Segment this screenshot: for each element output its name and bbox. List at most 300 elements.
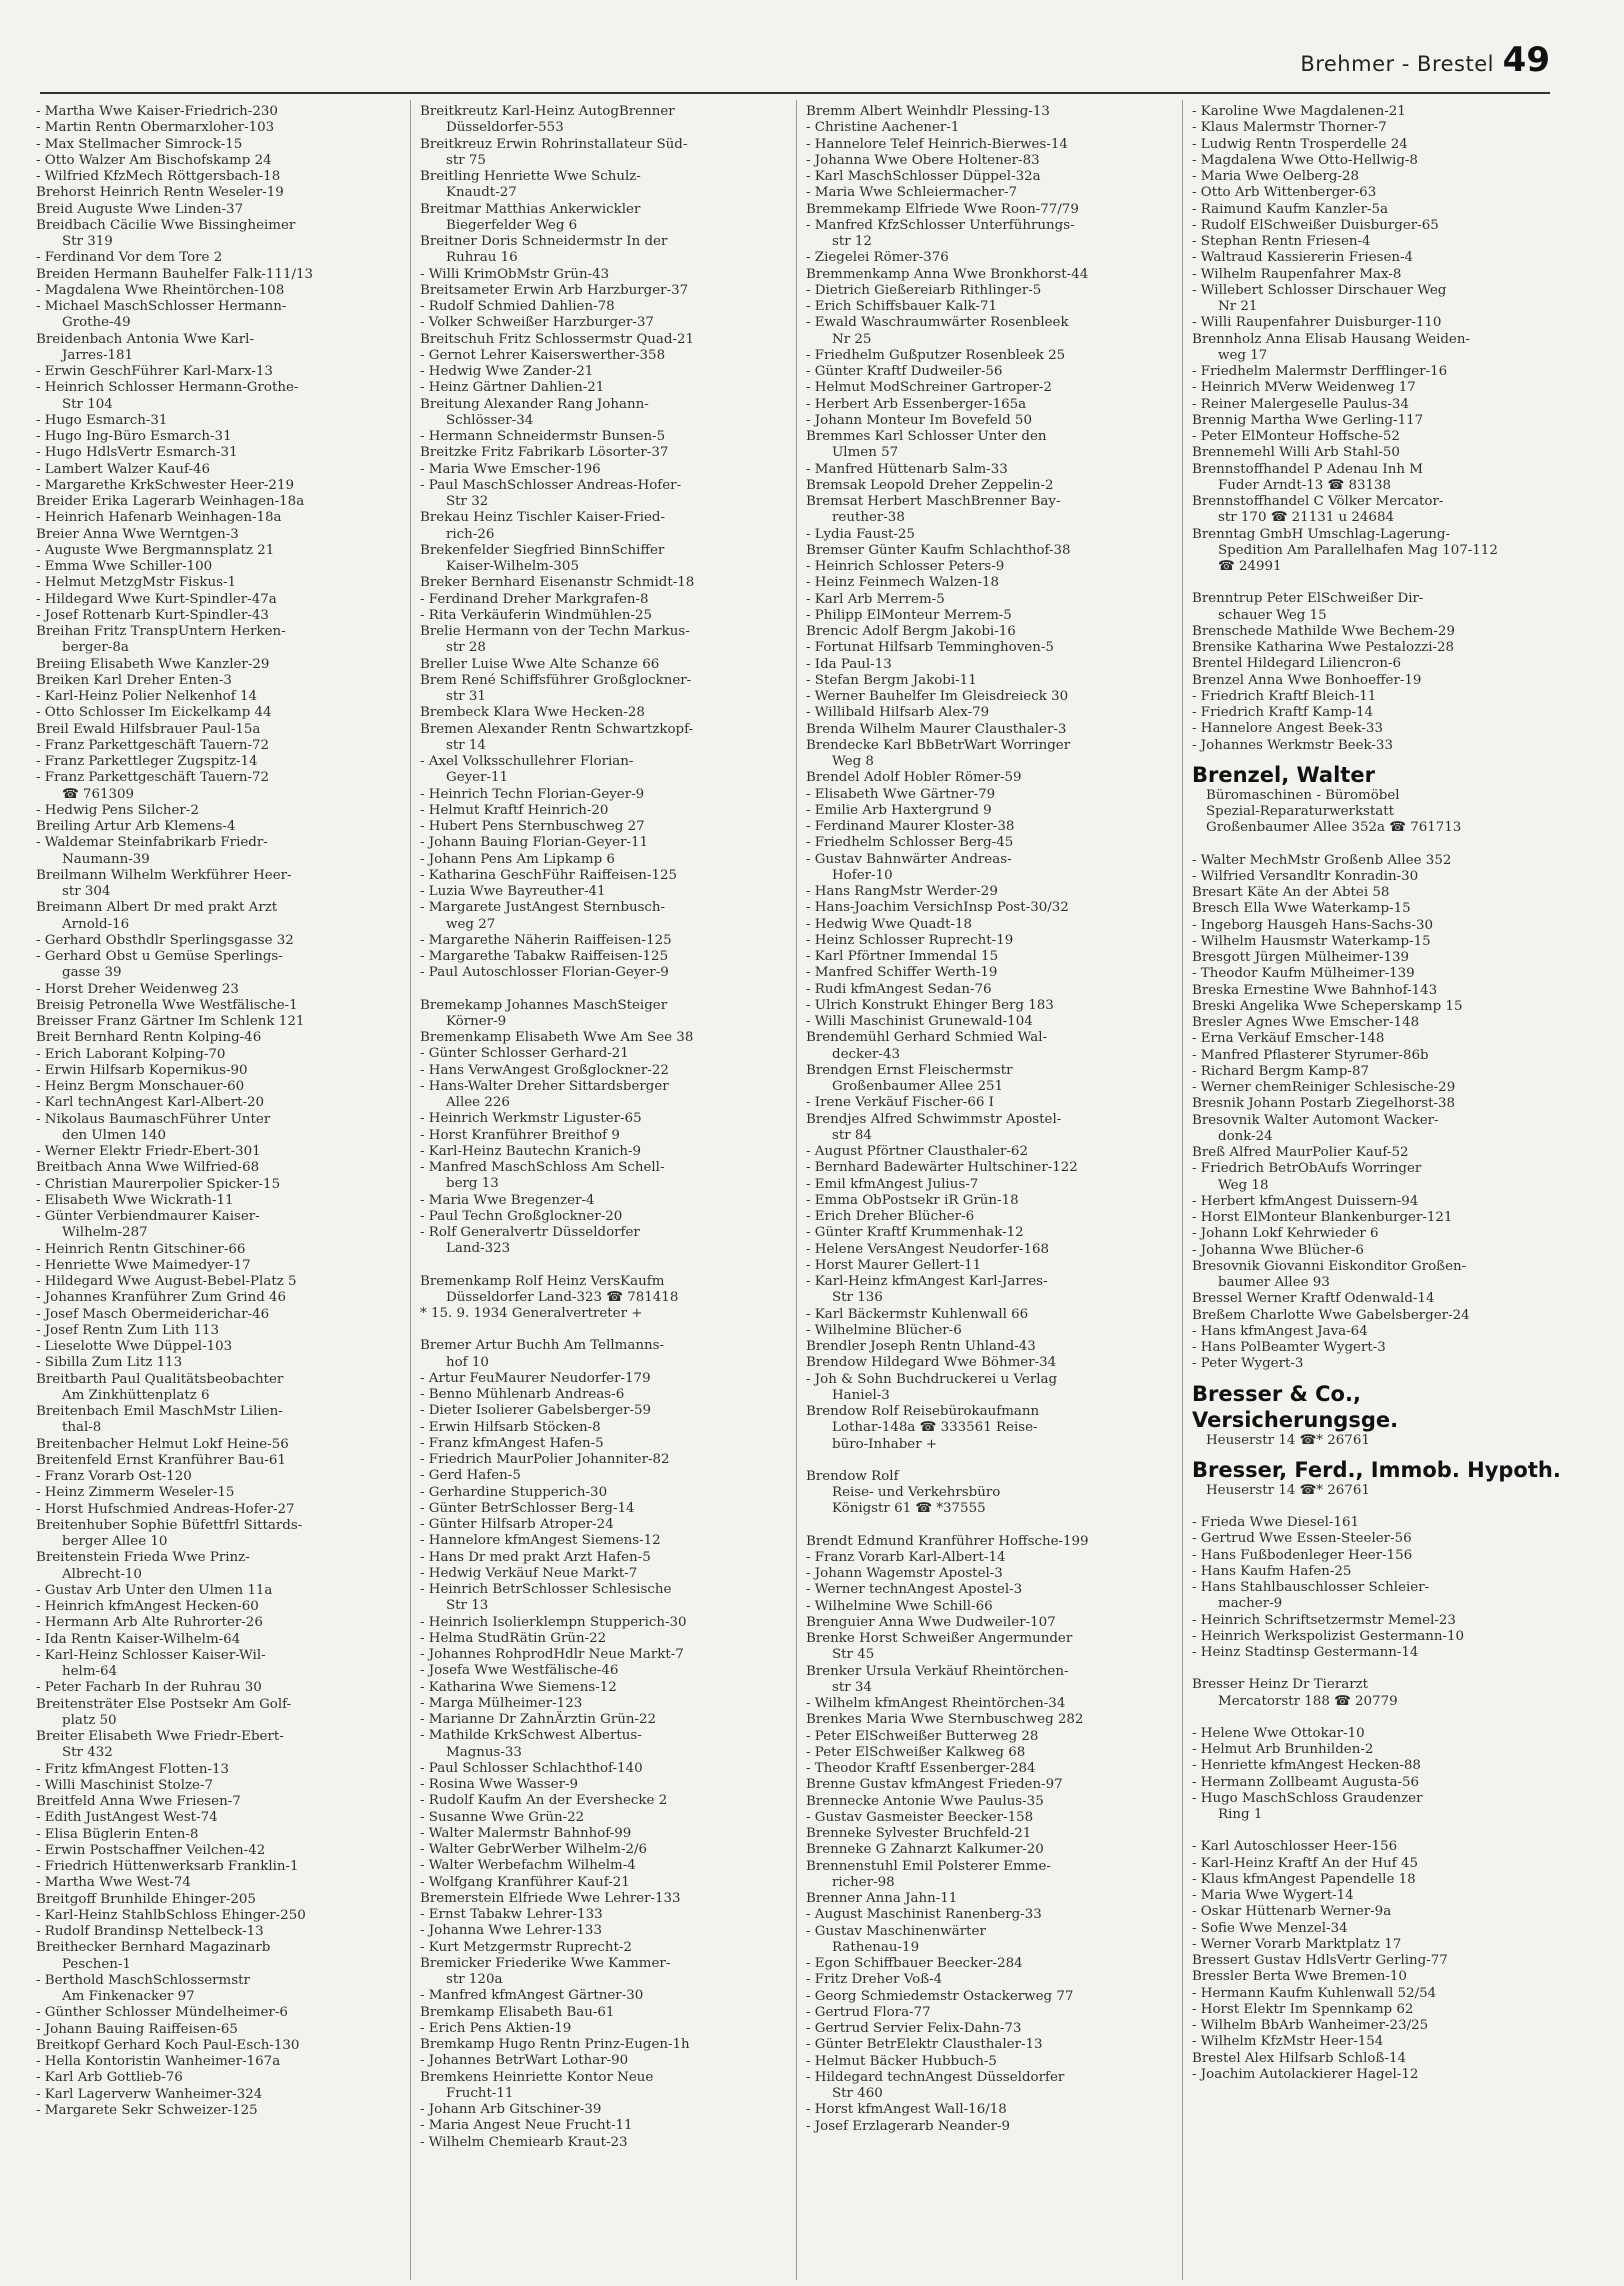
entry-text: - Josef Erzlagerarb Neander-9 [806, 2118, 1011, 2134]
directory-entry [36, 1778, 406, 1794]
entry-text: - Horst Kranführer Breithof 9 [420, 1127, 620, 1143]
directory-entry [1192, 934, 1562, 950]
directory-entry [420, 722, 790, 755]
directory-entry [1192, 153, 1562, 169]
directory-entry [1192, 820, 1562, 836]
entry-text: - Dieter Isolierer Gabelsberger-59 [420, 1403, 652, 1419]
entry-text: Brennecke Antonie Wwe Paulus-35 [806, 1793, 1044, 1809]
directory-entry [36, 559, 406, 575]
entry-text: - Paul Autoschlosser Florian-Geyer-9 [420, 965, 669, 981]
directory-entry [36, 202, 406, 218]
entry-text: - Manfred KfzSchlosser Unterführungs- [806, 217, 1075, 233]
directory-entry [806, 852, 1176, 885]
entry-text: - Wilfried Versandltr Konradin-30 [1192, 868, 1419, 884]
entry-text: - Margarethe Tabakw Raiffeisen-125 [420, 949, 669, 964]
entry-continuation: Knaudt-27 [446, 185, 517, 201]
entry-text: - Heinrich Isolierklempn Stupperich-30 [420, 1614, 687, 1630]
entry-text: - Hubert Pens Sternbuschweg 27 [420, 819, 645, 834]
entry-text: - Johann Bauing Raiffeisen-65 [36, 2021, 238, 2037]
directory-entry [36, 218, 406, 251]
directory-entry [36, 1875, 406, 1891]
directory-entry [420, 283, 790, 299]
entry-text: Breitung Alexander Rang Johann- [420, 396, 649, 412]
directory-entry [1192, 689, 1562, 705]
directory-entry [36, 283, 406, 299]
entry-text: Bremekamp Johannes MaschSteiger [420, 997, 668, 1013]
entry-text: - Walter GebrWerber Wilhelm-2/6 [420, 1842, 648, 1857]
entry-text: - Ernst Tabakw Lehrer-133 [420, 1907, 603, 1922]
entry-text: - Johannes BetrWart Lothar-90 [420, 2053, 629, 2069]
entry-text: - Hermann Zollbeamt Augusta-56 [1192, 1774, 1420, 1790]
directory-entry [1192, 315, 1562, 331]
entry-text: - Helmut Bäcker Hubbuch-5 [806, 2053, 997, 2069]
directory-entry [806, 137, 1176, 153]
entry-text: - Gustav Maschinenwärter [806, 1923, 986, 1939]
entry-text: - Rudi kfmAngest Sedan-76 [806, 981, 992, 997]
directory-entry [1192, 1080, 1562, 1096]
directory-entry [806, 559, 1176, 575]
directory-entry [36, 1079, 406, 1095]
entry-text: - Rudolf Brandinsp Nettelbeck-13 [36, 1924, 264, 1939]
entry-text: - Johann Pens Am Lipkamp 6 [420, 851, 615, 867]
directory-entry [1192, 1531, 1562, 1547]
entry-text: Breitenstein Frieda Wwe Prinz- [36, 1550, 250, 1566]
entry-continuation: richer-98 [832, 1874, 895, 1890]
entry-text: - Hildegard Wwe August-Bebel-Platz 5 [36, 1274, 297, 1289]
directory-entry [1192, 510, 1562, 526]
directory-entry [806, 1437, 1176, 1453]
entry-text: - Franz Parkettleger Zugspitz-14 [36, 754, 258, 769]
entry-continuation: Str 432 [62, 1745, 113, 1761]
entry-continuation: Reise- und Verkehrsbüro [832, 1485, 1001, 1500]
directory-entry [806, 933, 1176, 949]
entry-text: Brendt Edmund Kranführer Hoffsche-199 [806, 1533, 1089, 1549]
entry-text: - Bernhard Badewärter Hultschiner-122 [806, 1160, 1078, 1176]
directory-entry [420, 1046, 790, 1062]
entry-text: Breid Auguste Wwe Linden-37 [36, 201, 244, 217]
entry-text: - Walter Werbefachm Wilhelm-4 [420, 1858, 636, 1874]
entry-continuation: decker-43 [832, 1046, 900, 1062]
entry-text: Bressler Berta Wwe Bremen-10 [1192, 1969, 1407, 1985]
directory-entry [420, 1550, 790, 1566]
entry-text: - Hugo Ing-Büro Esmarch-31 [36, 429, 232, 444]
directory-entry [806, 2054, 1176, 2070]
entry-text: Breisig Petronella Wwe Westfälische-1 [36, 997, 298, 1013]
entry-text: - Manfred Schiffer Werth-19 [806, 965, 998, 981]
directory-entry [806, 1842, 1176, 1858]
directory-entry [1192, 918, 1562, 934]
entry-text: - Franz Parkettgeschäft Tauern-72 [36, 770, 270, 786]
entry-text: - Rudolf Schmied Dahlien-78 [420, 299, 615, 314]
entry-text: - Maria Angest Neue Frucht-11 [420, 2118, 633, 2134]
entry-text: - Hedwig Wwe Zander-21 [420, 364, 594, 379]
entry-text: Brendler Joseph Rentn Uhland-43 [806, 1339, 1036, 1354]
entry-text: - Willi Maschinist Stolze-7 [36, 1777, 214, 1793]
directory-entry [420, 315, 790, 331]
entry-text: - Philipp ElMonteur Merrem-5 [806, 607, 1012, 623]
directory-entry [806, 478, 1176, 494]
directory-entry [1192, 1259, 1562, 1292]
entry-text: - Werner chemReiniger Schlesische-29 [1192, 1080, 1456, 1095]
entry-text: - Fritz kfmAngest Flotten-13 [36, 1761, 230, 1777]
directory-entry [420, 1160, 790, 1193]
directory-entry [806, 624, 1176, 640]
entry-text: - Heinrich Werkmstr Liguster-65 [420, 1111, 642, 1127]
directory-entry [806, 1095, 1176, 1111]
directory-entry [806, 884, 1176, 900]
entry-text: - Hugo Esmarch-31 [36, 412, 168, 428]
directory-entry [36, 1469, 406, 1485]
directory-entry [36, 380, 406, 413]
entry-text: - Wilhelm KfzMstr Heer-154 [1192, 2034, 1384, 2050]
directory-entry [420, 478, 790, 511]
directory-entry [420, 1582, 790, 1615]
entry-gap [1192, 1499, 1562, 1515]
directory-entry [420, 1452, 790, 1468]
entry-text: - Friedhelm Malermstr Derfflinger-16 [1192, 364, 1448, 379]
directory-entry [420, 1274, 790, 1307]
directory-entry [420, 332, 790, 348]
column-separator [796, 100, 797, 2280]
directory-entry [420, 1371, 790, 1387]
entry-text: - Martha Wwe Kaiser-Friedrich-230 [36, 104, 278, 119]
entry-text: - Otto Walzer Am Bischofskamp 24 [36, 152, 272, 168]
entry-text: - August Pförtner Clausthaler-62 [806, 1144, 1028, 1159]
entry-text: Brennemehl Willi Arb Stahl-50 [1192, 445, 1400, 461]
entry-text: - Karl-Heinz Polier Nelkenhof 14 [36, 689, 257, 704]
entry-continuation: den Ulmen 140 [62, 1127, 167, 1143]
entry-continuation: berger Allee 10 [62, 1534, 168, 1549]
entry-text: - Wolfgang Kranführer Kauf-21 [420, 1874, 630, 1890]
entry-text: Brenneke Sylvester Bruchfeld-21 [806, 1826, 1032, 1841]
entry-text: - Johannes Werkmstr Beek-33 [1192, 737, 1393, 753]
entry-text: ☎ 24991 [1218, 559, 1282, 574]
directory-entry [1192, 950, 1562, 966]
directory-entry [1192, 1291, 1562, 1307]
directory-entry [1192, 1726, 1562, 1742]
entry-text: Brenker Ursula Verkäuf Rheintörchen- [806, 1663, 1069, 1679]
entry-continuation: Am Finkenacker 97 [62, 1989, 195, 2004]
directory-entry [420, 2102, 790, 2118]
entry-text: - Ingeborg Hausgeh Hans-Sachs-30 [1192, 917, 1433, 933]
entry-text: - Maria Wwe Bregenzer-4 [420, 1192, 595, 1208]
directory-entry [36, 770, 406, 803]
column-separator [1182, 100, 1183, 2280]
entry-text: - Elisabeth Wwe Gärtner-79 [806, 786, 996, 802]
directory-entry [806, 1696, 1176, 1712]
directory-entry [1192, 1483, 1562, 1499]
directory-entry [36, 1160, 406, 1176]
directory-entry [420, 868, 790, 884]
entry-text: - Theodor Kaufm Mülheimer-139 [1192, 966, 1415, 982]
directory-entry [1192, 1937, 1562, 1953]
entry-text: - Christine Aachener-1 [806, 120, 960, 136]
directory-entry [806, 1160, 1176, 1176]
entry-text: - Ferdinand Vor dem Tore 2 [36, 250, 223, 266]
directory-entry [1192, 332, 1562, 365]
directory-entry [1192, 853, 1562, 869]
display-listing-heading: Bresser & Co., Versicherungsge. [1192, 1381, 1399, 1432]
entry-text: Breiing Elisabeth Wwe Kanzler-29 [36, 656, 270, 672]
directory-entry [1192, 1064, 1562, 1080]
directory-entry [36, 429, 406, 445]
directory-entry [1192, 673, 1562, 689]
directory-entry [36, 1177, 406, 1193]
directory-entry [1192, 1015, 1562, 1031]
entry-text: Breisser Franz Gärtner Im Schlenk 121 [36, 1014, 305, 1029]
directory-entry [36, 1193, 406, 1209]
entry-text: - Hermann Schneidermstr Bunsen-5 [420, 429, 666, 444]
directory-entry [1192, 2051, 1562, 2067]
directory-entry [36, 1355, 406, 1371]
entry-text: - Peter ElSchweißer Kalkweg 68 [806, 1744, 1026, 1760]
entry-text: Breitenfeld Ernst Kranführer Bau-61 [36, 1452, 286, 1468]
directory-entry [420, 1111, 790, 1127]
entry-text: Bremer Artur Buchh Am Tellmanns- [420, 1338, 664, 1354]
directory-entry [1192, 1856, 1562, 1872]
directory-entry [36, 608, 406, 624]
entry-text: Breitmar Matthias Ankerwickler [420, 201, 641, 217]
directory-entry [806, 1729, 1176, 1745]
directory-entry [420, 1030, 790, 1046]
entry-text: - Marianne Dr ZahnÄrztin Grün-22 [420, 1712, 657, 1727]
entry-text: Bremkamp Hugo Rentn Prinz-Eugen-1h [420, 2037, 690, 2052]
entry-text: - Ulrich Konstrukt Ehinger Berg 183 [806, 997, 1054, 1013]
directory-entry [36, 1583, 406, 1599]
entry-text: Brensike Katharina Wwe Pestalozzi-28 [1192, 640, 1455, 655]
entry-text: - Werner Vorarb Marktplatz 17 [1192, 1936, 1402, 1952]
directory-entry [36, 1095, 406, 1111]
entry-gap [1192, 1710, 1562, 1726]
directory-entry [806, 1777, 1176, 1793]
directory-entry [36, 1323, 406, 1339]
directory-entry [1192, 120, 1562, 136]
entry-text: büro-Inhaber + [832, 1436, 938, 1452]
directory-entry [1192, 901, 1562, 917]
entry-text: - Willibald Hilfsarb Alex-79 [806, 705, 990, 721]
entry-text: - Manfred Hüttenarb Salm-33 [806, 461, 1008, 477]
entry-text: - Ewald Waschraumwärter Rosenbleek [806, 315, 1069, 331]
directory-entry [806, 2021, 1176, 2037]
directory-entry [806, 1404, 1176, 1437]
entry-text: - Magdalena Wwe Otto-Hellwig-8 [1192, 152, 1418, 168]
directory-entry [36, 868, 406, 901]
directory-entry [420, 1420, 790, 1436]
entry-text: Brenschede Mathilde Wwe Bechem-29 [1192, 623, 1455, 639]
directory-entry [806, 1355, 1176, 1371]
directory-entry [1192, 1210, 1562, 1226]
entry-continuation: weg 17 [1218, 347, 1268, 363]
directory-entry [1192, 397, 1562, 413]
directory-entry [806, 1550, 1176, 1566]
entry-text: - Günter BetrSchlosser Berg-14 [420, 1500, 635, 1516]
entry-text: - Rudolf ElSchweißer Duisburger-65 [1192, 217, 1439, 233]
entry-text: Bremmekamp Elfriede Wwe Roon-77/79 [806, 201, 1079, 217]
directory-entry [36, 803, 406, 819]
entry-text: Brennholz Anna Elisab Hausang Weiden- [1192, 331, 1470, 347]
directory-entry [806, 1615, 1176, 1631]
directory-entry [806, 1599, 1176, 1615]
entry-text: - Wilhelm Chemiearb Kraut-23 [420, 2134, 628, 2150]
entry-text: Brennstoffhandel P Adenau Inh M [1192, 461, 1423, 477]
entry-text: Bremm Albert Weinhdlr Plessing-13 [806, 104, 1050, 119]
entry-text: - Karl technAngest Karl-Albert-20 [36, 1095, 265, 1111]
directory-entry [1192, 218, 1562, 234]
entry-continuation: Arnold-16 [62, 916, 130, 932]
entry-text: Brencic Adolf Bergm Jakobi-16 [806, 624, 1016, 639]
directory-entry [36, 1697, 406, 1730]
entry-text: Breier Anna Wwe Werntgen-3 [36, 526, 239, 542]
directory-entry [420, 1940, 790, 1956]
entry-continuation: Rathenau-19 [832, 1939, 920, 1955]
directory-entry [806, 543, 1176, 559]
entry-text: - Susanne Wwe Grün-22 [420, 1809, 585, 1825]
entry-text: - Peter ElMonteur Hoffsche-52 [1192, 429, 1400, 444]
page-header [0, 40, 1550, 84]
entry-continuation: Körner-9 [446, 1013, 507, 1029]
entry-text: Brekau Heinz Tischler Kaiser-Fried- [420, 510, 666, 526]
directory-entry [1192, 804, 1562, 820]
directory-entry [806, 1972, 1176, 1988]
directory-entry [806, 949, 1176, 965]
entry-continuation: Ulmen 57 [832, 445, 899, 461]
directory-entry [1192, 1161, 1562, 1194]
entry-text: - Hans PolBeamter Wygert-3 [1192, 1340, 1386, 1355]
entry-text: - Werner technAngest Apostel-3 [806, 1582, 1023, 1598]
directory-entry [36, 2103, 406, 2119]
directory-entry [36, 1550, 406, 1583]
entry-continuation: macher-9 [1218, 1596, 1283, 1612]
directory-entry [806, 1063, 1176, 1096]
entry-text: Breitbarth Paul Qualitätsbeobachter [36, 1371, 284, 1387]
directory-entry [806, 1469, 1176, 1502]
directory-entry [420, 1956, 790, 1989]
entry-text: - Karl Lagerverw Wanheimer-324 [36, 2086, 263, 2102]
entry-text: - Hans VerwAngest Großglockner-22 [420, 1062, 669, 1078]
entry-continuation: reuther-38 [832, 510, 905, 526]
entry-text: Breil Ewald Hilfsbrauer Paul-15a [36, 721, 261, 737]
entry-text: Breitkopf Gerhard Koch Paul-Esch-130 [36, 2037, 300, 2053]
entry-text: - Paul Techn Großglockner-20 [420, 1208, 623, 1224]
directory-entry [420, 1144, 790, 1160]
directory-entry [420, 234, 790, 267]
directory-entry [420, 1728, 790, 1761]
entry-continuation: Kaiser-Wilhelm-305 [446, 559, 579, 574]
directory-entry [1192, 1243, 1562, 1259]
entry-gap [1192, 837, 1562, 853]
directory-entry [36, 738, 406, 754]
directory-entry [1192, 1742, 1562, 1758]
entry-continuation: Magnus-33 [446, 1744, 522, 1760]
directory-entry [420, 1696, 790, 1712]
directory-entry [806, 348, 1176, 364]
entry-text: Brendel Adolf Hobler Römer-59 [806, 770, 1022, 786]
directory-entry [36, 1307, 406, 1323]
entry-text: Breitenbacher Helmut Lokf Heine-56 [36, 1436, 289, 1452]
entry-text: Bremenkamp Elisabeth Wwe Am See 38 [420, 1030, 694, 1045]
entry-text: - Friedrich Hüttenwerksarb Franklin-1 [36, 1859, 299, 1874]
directory-entry [36, 1453, 406, 1469]
entry-gap [1192, 1823, 1562, 1839]
entry-text: Bresch Ella Wwe Waterkamp-15 [1192, 901, 1411, 917]
entry-text: - Joachim Autolackierer Hagel-12 [1192, 2066, 1419, 2082]
directory-entry [420, 1842, 790, 1858]
entry-text: - Helma StudRätin Grün-22 [420, 1630, 607, 1646]
entry-text: - Johann Wagemstr Apostel-3 [806, 1566, 1003, 1581]
directory-entry [1192, 1145, 1562, 1161]
entry-text: - Karoline Wwe Magdalenen-21 [1192, 104, 1406, 119]
entry-text: Brendow Hildegard Wwe Böhmer-34 [806, 1355, 1057, 1371]
entry-text: str 170 ☎ 21131 u 24684 [1218, 510, 1394, 526]
entry-text: - Hugo MaschSchloss Graudenzer [1192, 1790, 1423, 1806]
directory-entry [36, 1437, 406, 1453]
entry-text: - Elisa Büglerin Enten-8 [36, 1826, 199, 1842]
directory-entry [806, 1826, 1176, 1842]
entry-text: - Margarethe KrkSchwester Heer-219 [36, 477, 294, 493]
entry-continuation: Spedition Am Parallelhafen Mag 107-112 [1218, 542, 1498, 558]
entry-continuation: Str 32 [446, 494, 489, 509]
directory-entry [1192, 380, 1562, 396]
entry-text: - Horst Elektr Im Spennkamp 62 [1192, 2001, 1414, 2017]
directory-entry [806, 738, 1176, 771]
entry-text: - Margarethe Näherin Raiffeisen-125 [420, 932, 672, 948]
entry-text: - Johann Monteur Im Bovefeld 50 [806, 412, 1032, 428]
directory-entry [420, 1826, 790, 1842]
entry-text: - Günter BetrElektr Clausthaler-13 [806, 2037, 1043, 2053]
entry-text: - Günter Hilfsarb Atroper-24 [420, 1517, 614, 1532]
directory-entry [420, 104, 790, 137]
entry-text: - Karl Arb Merrem-5 [806, 591, 945, 607]
entry-text: - Heinrich MVerw Weidenweg 17 [1192, 380, 1416, 396]
directory-entry [806, 1761, 1176, 1777]
directory-entry [806, 218, 1176, 251]
directory-entry [420, 592, 790, 608]
directory-entry [1192, 721, 1562, 737]
entry-continuation: Weg 18 [1218, 1177, 1269, 1193]
entry-continuation: str 31 [446, 689, 486, 704]
directory-entry [420, 1225, 790, 1258]
directory-entry [806, 153, 1176, 169]
entry-text: Breitzke Fritz Fabrikarb Lösorter-37 [420, 445, 669, 461]
entry-text: Brenda Wilhelm Maurer Clausthaler-3 [806, 721, 1067, 737]
directory-entry [420, 1517, 790, 1533]
directory-entry [806, 965, 1176, 981]
entry-continuation: Jarres-181 [62, 347, 134, 363]
directory-entry [806, 299, 1176, 315]
directory-entry [806, 689, 1176, 705]
directory-entry [806, 1631, 1176, 1664]
directory-entry [806, 397, 1176, 413]
entry-text: - Erwin GeschFührer Karl-Marx-13 [36, 364, 273, 379]
entry-continuation: Str 13 [446, 1598, 489, 1614]
directory-entry [806, 315, 1176, 348]
directory-entry [36, 819, 406, 835]
entry-text: - Axel Volksschullehrer Florian- [420, 754, 634, 769]
entry-text: - Kurt Metzgermstr Ruprecht-2 [420, 1939, 632, 1955]
entry-text: - Nikolaus BaumaschFührer Unter [36, 1111, 271, 1127]
directory-entry [1192, 1645, 1562, 1661]
entry-continuation: Ring 1 [1218, 1807, 1263, 1822]
entry-text: Bremmes Karl Schlosser Unter den [806, 429, 1047, 444]
directory-entry [420, 1647, 790, 1663]
entry-text: Brenne Gustav kfmAngest Frieden-97 [806, 1777, 1063, 1793]
directory-entry [420, 1891, 790, 1907]
directory-entry [806, 1501, 1176, 1517]
entry-text: Brenguier Anna Wwe Dudweiler-107 [806, 1614, 1056, 1630]
entry-text: * 15. 9. 1934 Generalvertreter + [420, 1306, 643, 1321]
entry-text: Büromaschinen - Büromöbel [1206, 787, 1400, 803]
directory-entry [806, 1810, 1176, 1826]
